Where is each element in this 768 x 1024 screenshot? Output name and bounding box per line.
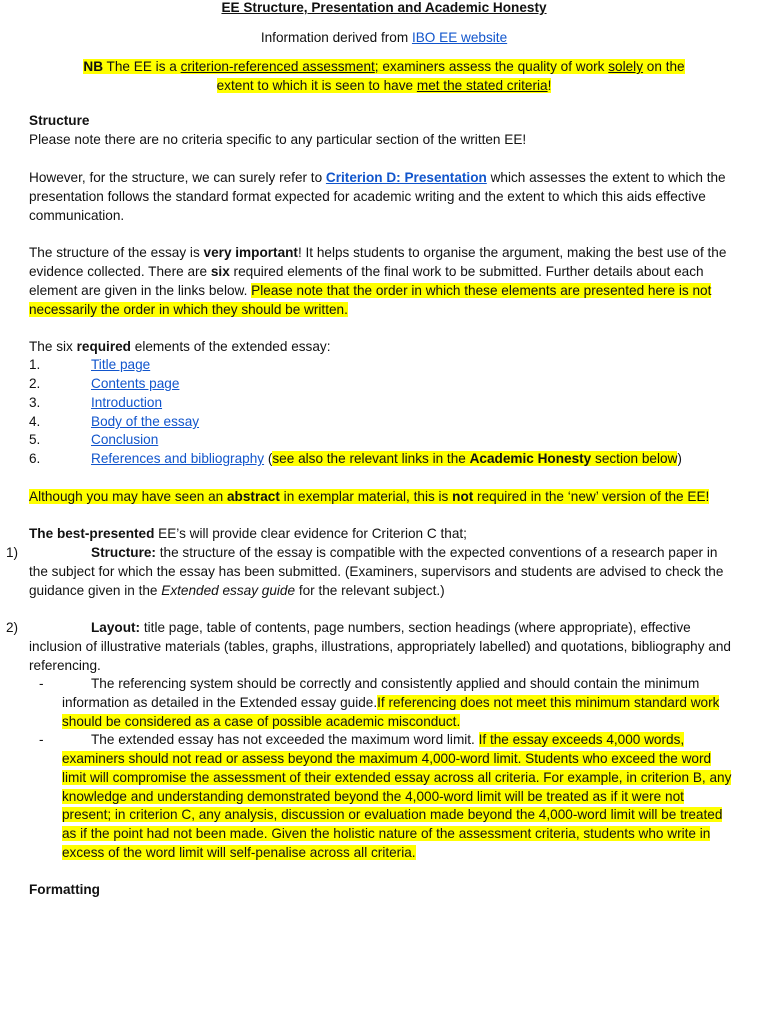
word-limit-bullet-l7: excess of the word limit will self-penalise across all criteria.: [62, 845, 416, 860]
criterion-d-paragraph-l2: presentation follows the standard format expected for academic writing and the extent to which this aids effective: [29, 189, 706, 204]
importance-paragraph-l3: element are given in the links below. Please note that the order in which these elements are presented here is not: [29, 283, 712, 298]
referencing-bullet-l3: should be considered as a case of possible academic misconduct.: [62, 714, 461, 729]
structure-note: Please note there are no criteria specific to any particular section of the written EE!: [29, 132, 527, 147]
criterion-d-link[interactable]: Criterion D: Presentation: [325, 170, 487, 185]
references-bibliography-link[interactable]: References and bibliography: [91, 451, 265, 466]
document-title: EE Structure, Presentation and Academic Honesty: [221, 0, 547, 15]
criterion-d-paragraph-l1: However, for the structure, we can surely refer to Criterion D: Presentation which assesses the extent to which the: [29, 170, 726, 185]
body-of-essay-link[interactable]: Body of the essay: [91, 414, 200, 429]
criterion-d-paragraph-l3: communication.: [29, 208, 125, 223]
elements-intro: The six required elements of the extended essay:: [29, 339, 331, 354]
structure-criterion-l2: the subject for which the essay has been submitted. (Examiners, supervisors and students are advised to check the: [29, 564, 724, 579]
best-presented-intro: The best-presented EE’s will provide clear evidence for Criterion C that;: [29, 526, 467, 541]
word-limit-bullet-l3: limit will compromise the assessment of their extended essay across all criteria. For example, in criterion B, any: [62, 770, 732, 785]
nb-line-2: extent to which it is seen to have met the stated criteria!: [216, 78, 552, 93]
nb-highlight: NB The EE is a criterion-referenced assessment; examiners assess the quality of work solely on the: [83, 59, 685, 74]
abstract-note: Although you may have seen an abstract in exemplar material, this is not required in the ‘new’ version of the EE!: [29, 489, 710, 504]
word-limit-bullet-l5: present; in criterion C, any analysis, discussion or evaluation made beyond the 4,000-word limit will be treated: [62, 807, 723, 822]
document-page: EE Structure, Presentation and Academic Honesty Information derived from IBO EE website NB The EE is a criterion-referenced assessment; examiners assess the quality of work solely on the extent to which it is seen to have met the stated criteria! Structure Please note there are no criteria specific to any particular section of the written EE! However, for the structure, we can surely refer to Criterion D: Presentation which assesses the extent to which the presentation follows the standard format expected for academic writing and the extent to which this aids effective communication. The structure of the essay is very important! It helps students to organise the argument, making the best use of the evidence collected. There are six required elements of the final work to be submitted. Further details about each element are given in the links below. Please note that the order in which these elements are presented here is not necessarily the order in which they should be written. The six required elements of the extended essay: 1. Title page 2. Contents page 3. Introduction 4. Body of the essay 5. Conclusion 6. References and bibliography (see also the relevant links in the Academic Honesty section below) Although you may have seen an abstract in exemplar material, this is not required in the ‘new’ version of the EE! The best-presented EE’s will provide clear evidence for Criterion C that; 1) Structure: the structure of the essay is compatible with the expected conventions of a research paper in the subject for which the essay has been submitted. (Examiners, supervisors and students are advised to check the guidance given in the Extended essay guide for the relevant subject.) 2) Layout: title page, table of contents, page numbers, section headings (where appropriate), effective inclusion of illustrative materials (tables, graphs, illustrations, appropriately labelled) and quotations, bibliography and referencing. - The referencing system should be correctly and consistently applied and should contain the minimum information as detailed in the Extended essay guide.If referencing does not meet this minimum standard work should be considered as a case of possible academic misconduct. - The extended essay has not exceeded the maximum word limit. If the essay exceeds 4,000 words, examiners should not read or assess beyond the maximum 4,000-word limit. Students who exceed the word limit will compromise the assessment of their extended essay across all criteria. For example, in criterion B, any knowledge and understanding demonstrated beyond the 4,000-word limit will be treated as if it were not present; in criterion C, any analysis, discussion or evaluation made beyond the 4,000-word limit will be treated as if the point had not been made. Given the holistic nature of the assessment criteria, students who write in excess of the word limit will self-penalise across all criteria. Formatting: [0, 0, 768, 1024]
structure-criterion-l3: guidance given in the Extended essay guide for the relevant subject.): [29, 583, 445, 598]
contents-page-link[interactable]: Contents page: [91, 376, 180, 391]
referencing-bullet-l2: information as detailed in the Extended essay guide.If referencing does not meet this minimum standard work: [62, 695, 720, 710]
word-limit-bullet-l2: examiners should not read or assess beyond the maximum 4,000-word limit. Students who exceed the word: [62, 751, 712, 766]
word-limit-bullet-l6: as if the point had not been made. Given the holistic nature of the assessment criteria, students who write in: [62, 826, 711, 841]
ibo-ee-link[interactable]: IBO EE website: [411, 30, 508, 45]
title-page-link[interactable]: Title page: [91, 357, 151, 372]
importance-paragraph-l1: The structure of the essay is very important! It helps students to organise the argument, making the best use of the: [29, 245, 727, 260]
nb-line-1: [0, 59, 768, 75]
word-limit-bullet-l4: knowledge and understanding demonstrated beyond the 4,000-word limit will be treated as if it were not: [62, 789, 684, 804]
source-line: Information derived from IBO EE website: [260, 30, 508, 45]
importance-paragraph-l2: evidence collected. There are six required elements of the final work to be submitted. Further details about each: [29, 264, 704, 279]
formatting-heading: Formatting: [29, 882, 100, 897]
introduction-link[interactable]: Introduction: [91, 395, 163, 410]
importance-paragraph-l4: necessarily the order in which they should be written.: [29, 302, 348, 317]
layout-criterion-l2: inclusion of illustrative materials (tables, graphs, illustrations, appropriately labelled) and quotations, bibliography and: [29, 639, 731, 654]
layout-criterion-l3: referencing.: [29, 658, 101, 673]
structure-heading: Structure: [29, 113, 90, 128]
conclusion-link[interactable]: Conclusion: [91, 432, 159, 447]
